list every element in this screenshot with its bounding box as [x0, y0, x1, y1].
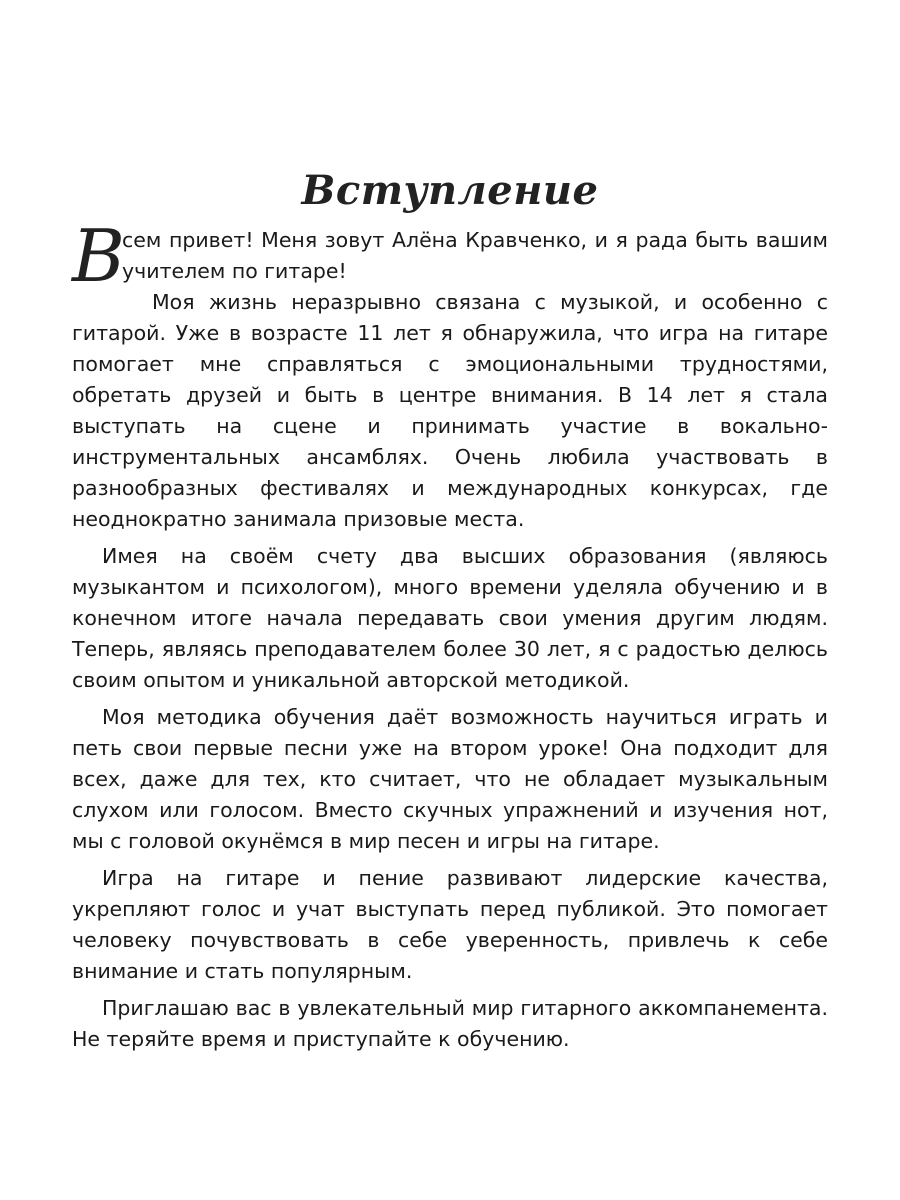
page	[72, 0, 828, 1200]
page-title: Вступление	[301, 166, 599, 214]
paragraph-2: Моя жизнь неразрывно связана с музыкой, и особенно с гитарой. Уже в возрасте 11 лет я обнаружила, что игра на гитаре помогает мне справляться с эмоциональными трудностями, обретать друзей и быть в центре внимания. В 14 лет я стала выступать на сцене и принимать участие в вокально-инструментальных ансамблях. Очень любила участвовать в разнообразных фестивалях и международных конкурсах, где неоднократно занимала призовые места.	[72, 290, 828, 531]
paragraph-5: Игра на гитаре и пение развивают лидерские качества, укрепляют голос и учат выступать перед публикой. Это помогает человеку почувствовать в себе уверенность, привлечь к себе внимание и стать популярным.	[72, 866, 828, 983]
paragraph-4: Моя методика обучения даёт возможность научиться играть и петь свои первые песни уже на втором уроке! Она подходит для всех, даже для тех, кто считает, что не обладает музыкальным слухом или голосом. Вместо скучных упражнений и изучения нот, мы с головой окунёмся в мир песен и игры на гитаре.	[72, 705, 828, 853]
paragraph-intro-text: сем привет! Меня зовут Алёна Кравченко, и я рада быть вашим учителем по гитаре!	[122, 228, 828, 283]
body-text	[72, 214, 828, 1055]
paragraph-6: Приглашаю вас в увлекательный мир гитарного аккомпанемента. Не теряйте время и приступайте к обучению.	[72, 996, 828, 1051]
paragraph-intro	[72, 214, 828, 298]
drop-cap: В	[72, 214, 125, 298]
paragraph-3: Имея на своём счету два высших образования (являюсь музыкантом и психологом), много времени уделяла обучению и в конечном итоге начала передавать свои умения другим людям. Теперь, являясь преподавателем более 30 лет, я с радостью делюсь своим опытом и уникальной авторской методикой.	[72, 544, 828, 692]
